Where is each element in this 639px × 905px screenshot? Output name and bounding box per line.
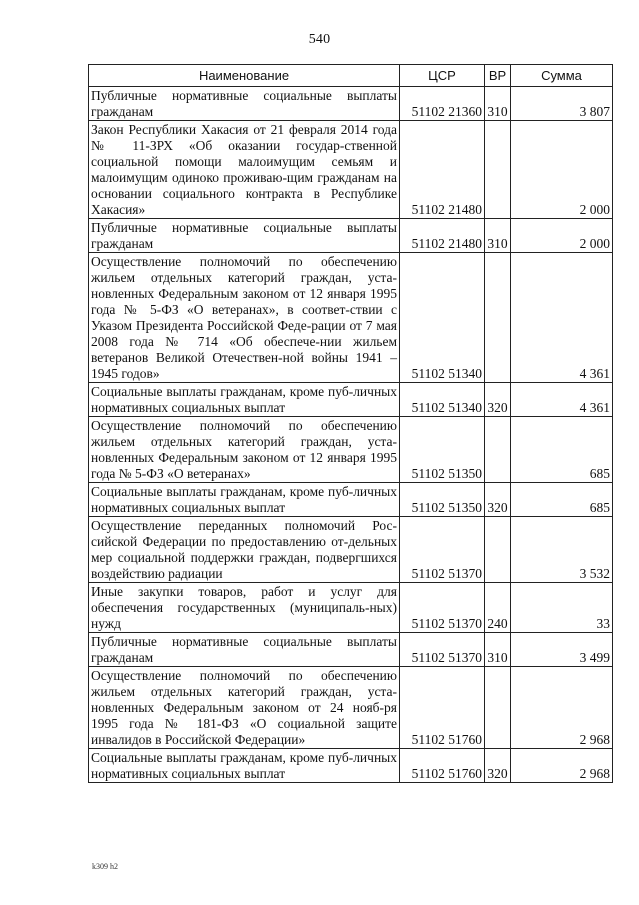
row-name: Осуществление переданных полномочий Рос-сийской Федерации по предоставлению от-дельных мер социальной поддержки граждан, подвергшихся воздействию радиации — [89, 517, 400, 583]
header-name: Наименование — [89, 65, 400, 87]
page-number: 540 — [308, 32, 331, 47]
table-row — [89, 219, 613, 253]
row-sum: 3 532 — [511, 517, 613, 583]
row-vr — [485, 667, 511, 749]
row-name: Закон Республики Хакасия от 21 февраля 2014 года № 11-ЗРХ «Об оказании государ-ственной социальной помощи малоимущим семьям и малоимущим одиноко проживаю-щим гражданам на основании социального контракта в Республике Хакасия» — [89, 121, 400, 219]
table-row — [89, 417, 613, 483]
table-row — [89, 633, 613, 667]
row-vr: 310 — [485, 633, 511, 667]
row-csr: 51102 51350 — [400, 483, 485, 517]
table-header — [89, 65, 613, 87]
table-row — [89, 253, 613, 383]
row-csr: 51102 21360 — [400, 87, 485, 121]
row-name: Осуществление полномочий по обеспечению жильем отдельных категорий граждан, уста-новленных Федеральным законом от 12 января 1995 года № 5-ФЗ «О ветеранах» — [89, 417, 400, 483]
row-name: Публичные нормативные социальные выплаты гражданам — [89, 219, 400, 253]
row-csr: 51102 21480 — [400, 121, 485, 219]
table-body — [89, 87, 613, 783]
header-row — [89, 65, 613, 87]
header-sum: Сумма — [511, 65, 613, 87]
row-csr: 51102 21480 — [400, 219, 485, 253]
row-csr: 51102 51760 — [400, 667, 485, 749]
row-name: Публичные нормативные социальные выплаты гражданам — [89, 633, 400, 667]
table-row — [89, 383, 613, 417]
row-csr: 51102 51370 — [400, 633, 485, 667]
row-vr: 240 — [485, 583, 511, 633]
table-row — [89, 121, 613, 219]
table-row — [89, 517, 613, 583]
row-name: Осуществление полномочий по обеспечению жильем отдельных категорий граждан, уста-новленных Федеральным законом от 24 нояб-ря 1995 года № 181-ФЗ «О социальной защите инвалидов в Российской Федерации» — [89, 667, 400, 749]
table-row — [89, 749, 613, 783]
row-name: Социальные выплаты гражданам, кроме пуб-личных нормативных социальных выплат — [89, 749, 400, 783]
row-vr — [485, 121, 511, 219]
table-row — [89, 583, 613, 633]
row-sum: 2 000 — [511, 219, 613, 253]
row-name: Осуществление полномочий по обеспечению жильем отдельных категорий граждан, уста-новленных Федеральным законом от 12 января 1995 года № 5-ФЗ «О ветеранах», в соответ-ствии с Указом Президента Российской Феде-рации от 7 мая 2008 года № 714 «Об обеспече-нии жильем ветеранов Великой Отечествен-ной войны 1941 – 1945 годов» — [89, 253, 400, 383]
table-row — [89, 667, 613, 749]
row-name: Социальные выплаты гражданам, кроме пуб-личных нормативных социальных выплат — [89, 483, 400, 517]
footer-code: k309 h2 — [92, 862, 118, 871]
row-sum: 4 361 — [511, 253, 613, 383]
row-sum: 2 000 — [511, 121, 613, 219]
row-sum: 3 807 — [511, 87, 613, 121]
row-name: Социальные выплаты гражданам, кроме пуб-личных нормативных социальных выплат — [89, 383, 400, 417]
header-vr: ВР — [485, 65, 511, 87]
row-name: Иные закупки товаров, работ и услуг для обеспечения государственных (муниципаль-ных) нужд — [89, 583, 400, 633]
header-csr: ЦСР — [400, 65, 485, 87]
row-sum: 2 968 — [511, 667, 613, 749]
row-vr: 310 — [485, 219, 511, 253]
table-row — [89, 483, 613, 517]
row-sum: 2 968 — [511, 749, 613, 783]
table-row — [89, 87, 613, 121]
row-sum: 685 — [511, 483, 613, 517]
row-csr: 51102 51350 — [400, 417, 485, 483]
row-sum: 4 361 — [511, 383, 613, 417]
row-csr: 51102 51760 — [400, 749, 485, 783]
row-vr: 320 — [485, 383, 511, 417]
row-sum: 33 — [511, 583, 613, 633]
row-csr: 51102 51340 — [400, 253, 485, 383]
row-vr: 310 — [485, 87, 511, 121]
budget-table — [88, 64, 613, 783]
row-csr: 51102 51340 — [400, 383, 485, 417]
row-name: Публичные нормативные социальные выплаты гражданам — [89, 87, 400, 121]
row-vr — [485, 417, 511, 483]
row-vr: 320 — [485, 483, 511, 517]
row-sum: 685 — [511, 417, 613, 483]
row-sum: 3 499 — [511, 633, 613, 667]
row-vr — [485, 253, 511, 383]
row-vr — [485, 517, 511, 583]
row-csr: 51102 51370 — [400, 517, 485, 583]
row-csr: 51102 51370 — [400, 583, 485, 633]
row-vr: 320 — [485, 749, 511, 783]
